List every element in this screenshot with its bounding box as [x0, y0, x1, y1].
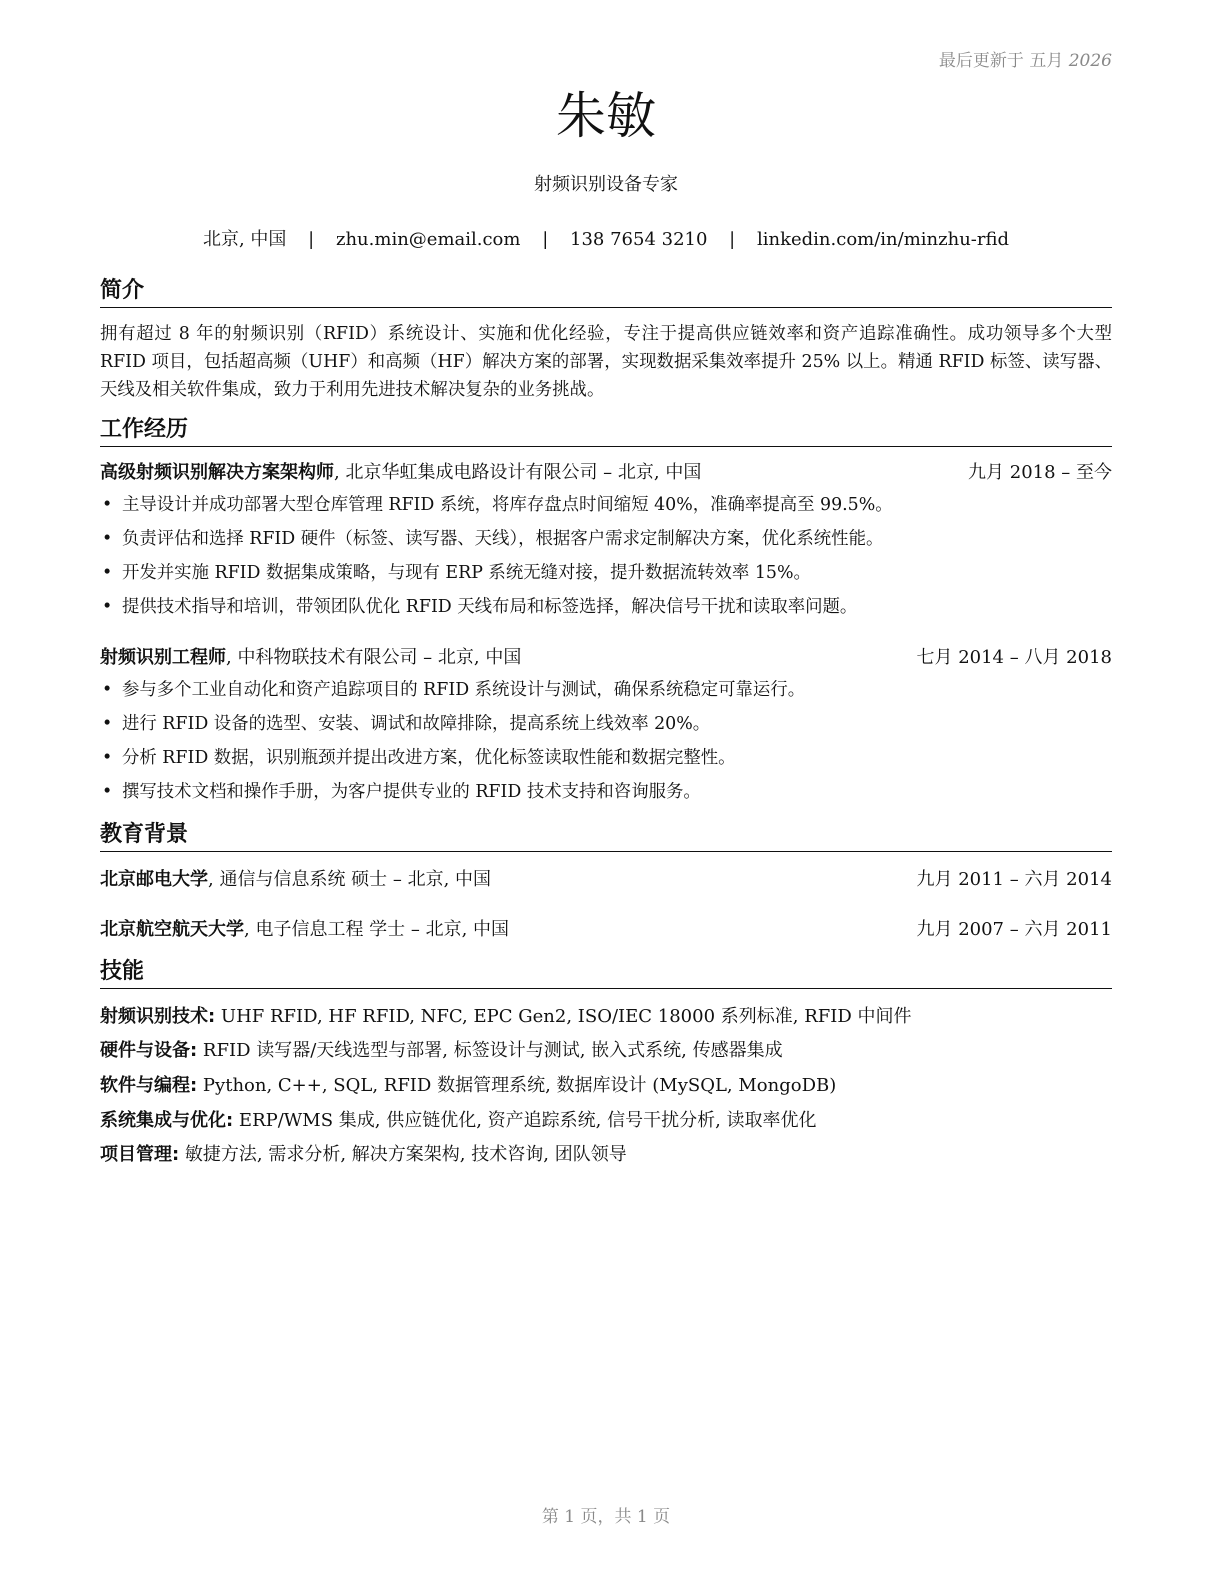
skill-line [100, 1004, 1112, 1030]
last-updated-year: 2026 [1068, 51, 1112, 71]
skill-line [100, 1038, 1112, 1064]
candidate-headline: 射频识别设备专家 [534, 174, 678, 195]
skill-category: 射频识别技术: [100, 1006, 216, 1027]
job-title: 高级射频识别解决方案架构师 [100, 462, 334, 483]
candidate-name: 朱敏 [556, 87, 656, 145]
bullet-icon: • [102, 748, 113, 768]
bullet-icon: • [102, 782, 113, 802]
contact-separator: | [542, 229, 549, 250]
bullet-icon: • [102, 529, 113, 549]
education-dates: 九月 2007 – 六月 2011 [916, 919, 1112, 940]
skill-category: 软件与编程: [100, 1075, 198, 1096]
bullet-item: • 负责评估和选择 RFID 硬件（标签、读写器、天线），根据客户需求定制解决方案，优化系统性能。 [100, 526, 1112, 560]
section-title-experience: 工作经历 [100, 416, 1112, 447]
skill-line [100, 1108, 1112, 1134]
bullet-icon: • [102, 495, 113, 515]
skill-category: 硬件与设备: [100, 1040, 198, 1061]
skill-values: UHF RFID, HF RFID, NFC, EPC Gen2, ISO/IEC 18000 系列标准, RFID 中间件 [215, 1006, 912, 1027]
job-dates: 九月 2018 – 至今 [968, 462, 1112, 483]
section-title-skills: 技能 [100, 958, 1112, 989]
contact-location: 北京, 中国 [202, 229, 287, 250]
job-dates: 七月 2014 – 八月 2018 [916, 647, 1112, 668]
bullet-item: • 撰写技术文档和操作手册，为客户提供专业的 RFID 技术支持和咨询服务。 [100, 779, 1112, 813]
contact-email[interactable]: zhu.min@email.com [335, 229, 521, 250]
school-name: 北京邮电大学 [100, 869, 208, 890]
bullet-item: • 参与多个工业自动化和资产追踪项目的 RFID 系统设计与测试，确保系统稳定可靠运行。 [100, 677, 1112, 711]
contact-separator: | [729, 229, 736, 250]
bullet-item: • 开发并实施 RFID 数据集成策略，与现有 ERP 系统无缝对接，提升数据流转效率 15%。 [100, 560, 1112, 594]
job-company: , 中科物联技术有限公司 – 北京, 中国 [226, 647, 522, 668]
school-name: 北京航空航天大学 [100, 919, 244, 940]
job-company: , 北京华虹集成电路设计有限公司 – 北京, 中国 [334, 462, 702, 483]
skill-category: 项目管理: [100, 1144, 180, 1165]
contact-phone: 138 7654 3210 [570, 229, 708, 250]
education-entry [100, 867, 1112, 893]
skill-values: RFID 读写器/天线选型与部署, 标签设计与测试, 嵌入式系统, 传感器集成 [197, 1040, 783, 1061]
section-title-education: 教育背景 [100, 821, 1112, 852]
experience-bullets [100, 677, 1112, 813]
skill-line [100, 1142, 1112, 1168]
skill-values: 敏捷方法, 需求分析, 解决方案架构, 技术咨询, 团队领导 [179, 1144, 627, 1165]
degree-detail: , 通信与信息系统 硕士 – 北京, 中国 [208, 869, 492, 890]
experience-bullets [100, 492, 1112, 628]
bullet-icon: • [102, 680, 113, 700]
skill-values: ERP/WMS 集成, 供应链优化, 资产追踪系统, 信号干扰分析, 读取率优化 [233, 1110, 817, 1131]
bullet-icon: • [102, 597, 113, 617]
section-title-summary: 简介 [100, 277, 1112, 308]
bullet-icon: • [102, 563, 113, 583]
last-updated: 最后更新于 五月 2026 [938, 51, 1112, 71]
experience-entry-heading [100, 645, 1112, 671]
skill-values: Python, C++, SQL, RFID 数据管理系统, 数据库设计 (MySQL, MongoDB) [197, 1075, 837, 1096]
education-dates: 九月 2011 – 六月 2014 [916, 869, 1112, 890]
contact-separator: | [308, 229, 315, 250]
skill-category: 系统集成与优化: [100, 1110, 234, 1131]
bullet-item: • 主导设计并成功部署大型仓库管理 RFID 系统，将库存盘点时间缩短 40%，准确率提高至 99.5%。 [100, 492, 1112, 526]
skill-line [100, 1073, 1112, 1099]
education-entry [100, 917, 1112, 943]
contact-line [100, 225, 1112, 251]
resume-page [100, 0, 1112, 1584]
page-number: 第 1 页，共 1 页 [541, 1507, 671, 1527]
experience-entry-heading [100, 460, 1112, 486]
bullet-icon: • [102, 714, 113, 734]
bullet-item: • 提供技术指导和培训，带领团队优化 RFID 天线布局和标签选择，解决信号干扰和读取率问题。 [100, 594, 1112, 628]
job-title: 射频识别工程师 [100, 647, 226, 668]
degree-detail: , 电子信息工程 学士 – 北京, 中国 [244, 919, 510, 940]
contact-linkedin[interactable]: linkedin.com/in/minzhu-rfid [756, 229, 1010, 250]
bullet-item: • 分析 RFID 数据，识别瓶颈并提出改进方案，优化标签读取性能和数据完整性。 [100, 745, 1112, 779]
summary-text: 拥有超过 8 年的射频识别（RFID）系统设计、实施和优化经验，专注于提高供应链效率和资产追踪准确性。成功领导多个大型 RFID 项目，包括超高频（UHF）和高频（HF）解决方案的部署，实现数据采集效率提升 25% 以上。精通 RFID 标签、读写器、天线及相关软件集成，致力于利用先进技术解决复杂的业务挑战。 [100, 324, 1112, 400]
bullet-item: • 进行 RFID 设备的选型、安装、调试和故障排除，提高系统上线效率 20%。 [100, 711, 1112, 745]
